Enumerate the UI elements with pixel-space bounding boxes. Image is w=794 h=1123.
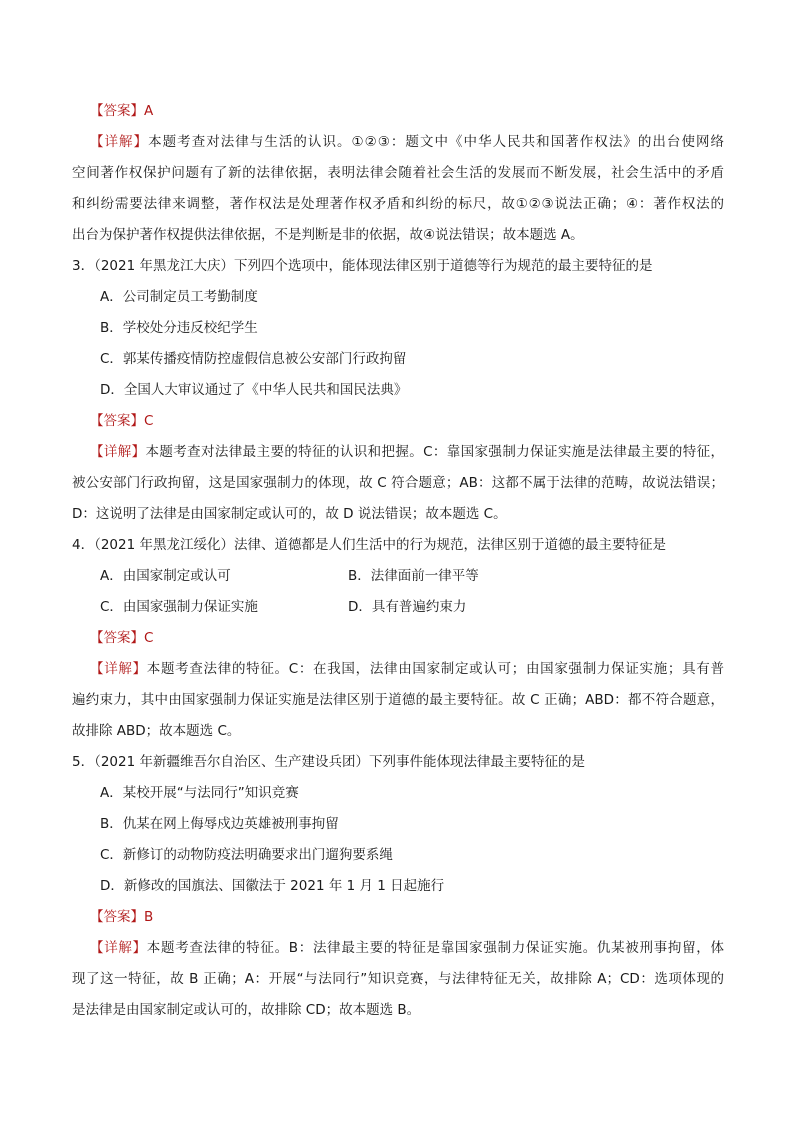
q4-detail-line-2: 遍约束力，其中由国家强制力保证实施是法律区别于道德的最主要特征。故 C 正确；ABD：都不符合题意， (72, 692, 724, 708)
answer-value: A (144, 103, 154, 119)
q5-detail-line-2: 现了这一特征，故 B 正确；A：开展“与法同行”知识竞赛，与法律特征无关，故排除 A；CD：选项体现的 (72, 971, 724, 987)
q4-detail-line-1: 【详解】本题考查法律的特征。C：在我国，法律由国家制定或认可；由国家强制力保证实施；具有普 (90, 661, 724, 677)
q3-option-c: C．郭某传播疫情防控虚假信息被公安部门行政拘留 (100, 351, 407, 367)
q3-stem: 3．（2021 年黑龙江大庆）下列四个选项中，能体现法律区别于道德等行为规范的最主要特征的是 (72, 258, 653, 274)
q5-answer (90, 907, 750, 927)
q4-detail-line-3: 故排除 ABD；故本题选 C。 (72, 723, 241, 739)
detail-tag: 【详解】 (90, 940, 147, 956)
answer-value: C (144, 413, 154, 429)
q2-detail-line-3: 和纠纷需要法律来调整，著作权法是处理著作权矛盾和纠纷的标尺，故①②③说法正确；④：著作权法的 (72, 196, 724, 212)
q4-option-d: D．具有普遍约束力 (348, 599, 467, 615)
q2-detail-line-1: 【详解】本题考查对法律与生活的认识。①②③：题文中《中华人民共和国著作权法》的出台使网络 (90, 134, 724, 150)
q2-answer (90, 101, 750, 121)
q4-option-b: B．法律面前一律平等 (348, 568, 479, 584)
detail-tag: 【详解】 (90, 134, 149, 150)
q3-option-a: A．公司制定员工考勤制度 (100, 289, 258, 305)
q3-detail-line-2: 被公安部门行政拘留，这是国家强制力的体现，故 C 符合题意；AB：这都不属于法律的范畴，故说法错误； (72, 475, 724, 491)
q2-detail-line-2: 空间著作权保护问题有了新的法律依据，表明法律会随着社会生活的发展而不断发展，社会生活中的矛盾 (72, 165, 724, 181)
q3-option-d: D．全国人大审议通过了《中华人民共和国民法典》 (100, 382, 408, 398)
q4-option-a: A．由国家制定或认可 (100, 568, 231, 584)
q3-option-b: B．学校处分违反校纪学生 (100, 320, 258, 336)
q2-detail-line-4: 出台为保护著作权提供法律依据，不是判断是非的依据，故④说法错误；故本题选 A。 (72, 227, 584, 243)
q5-option-a: A．某校开展“与法同行”知识竞赛 (100, 785, 299, 801)
answer-tag: 【答案】 (90, 630, 144, 646)
q5-option-b: B．仇某在网上侮辱戍边英雄被刑事拘留 (100, 816, 339, 832)
q5-detail-line-1: 【详解】本题考查法律的特征。B：法律最主要的特征是靠国家强制力保证实施。仇某被刑事拘留，体 (90, 940, 724, 956)
q3-detail-line-3: D：这说明了法律是由国家制定或认可的，故 D 说法错误；故本题选 C。 (72, 506, 507, 522)
answer-value: C (144, 630, 154, 646)
q4-option-c: C．由国家强制力保证实施 (100, 599, 258, 615)
q5-detail-line-3: 是法律是由国家制定或认可的，故排除 CD；故本题选 B。 (72, 1002, 421, 1018)
q5-option-d: D．新修改的国旗法、国徽法于 2021 年 1 月 1 日起施行 (100, 878, 445, 894)
q5-stem: 5．（2021 年新疆维吾尔自治区、生产建设兵团）下列事件能体现法律最主要特征的是 (72, 754, 585, 770)
answer-value: B (144, 909, 154, 925)
q4-answer (90, 628, 750, 648)
q3-answer (90, 411, 750, 431)
detail-tag: 【详解】 (90, 661, 147, 677)
q4-stem: 4．（2021 年黑龙江绥化）法律、道德都是人们生活中的行为规范，法律区别于道德的最主要特征是 (72, 537, 666, 553)
answer-tag: 【答案】 (90, 413, 144, 429)
answer-tag: 【答案】 (90, 103, 144, 119)
answer-tag: 【答案】 (90, 909, 144, 925)
detail-tag: 【详解】 (90, 444, 146, 460)
q5-option-c: C．新修订的动物防疫法明确要求出门遛狗要系绳 (100, 847, 393, 863)
q3-detail-line-1: 【详解】本题考查对法律最主要的特征的认识和把握。C：靠国家强制力保证实施是法律最主要的特征， (90, 444, 724, 460)
